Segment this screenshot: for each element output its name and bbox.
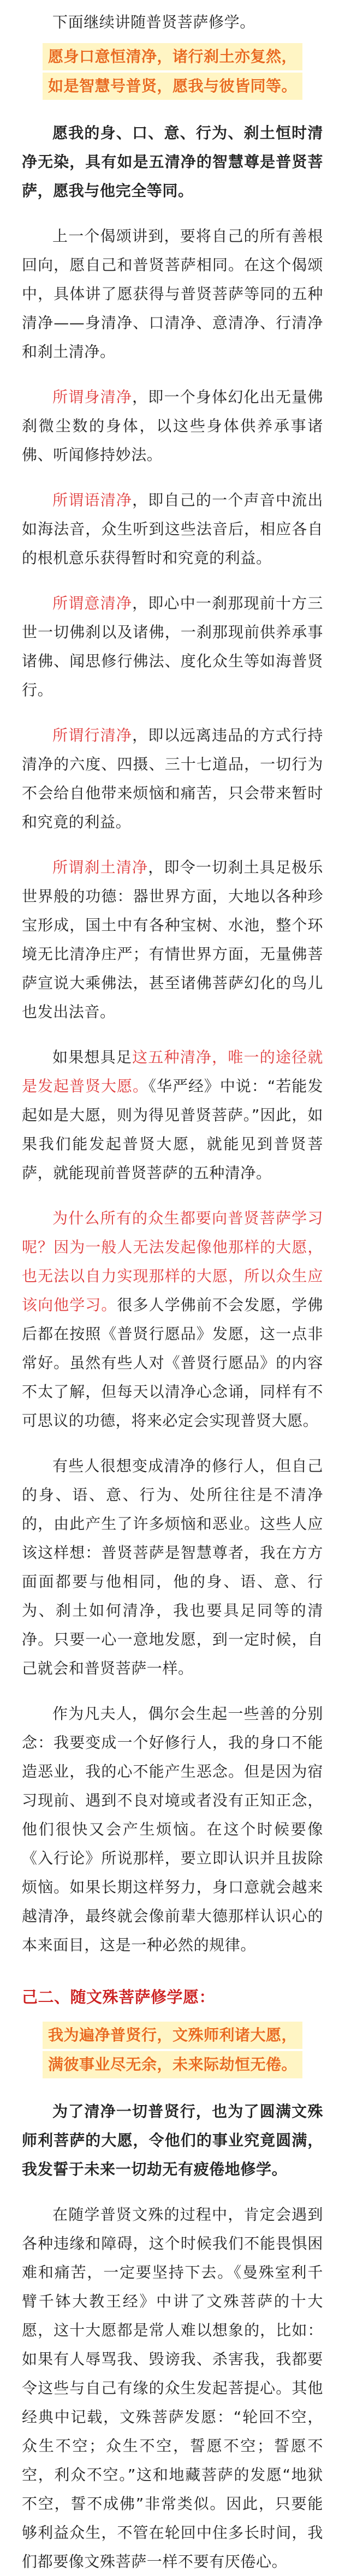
- verse-manjushri: [22, 2022, 323, 2081]
- verse-line-text: 满彼事业尽无余，未来际劫恒无倦。: [43, 2051, 302, 2078]
- highlight-term: 所谓意清净: [52, 594, 133, 612]
- highlight-sentence: 为什么所有的众生都要向普贤菩萨学习呢？因为一般人无法发起像他那样的大愿，也无法以自力实现那样的大愿，所以众生应该向他学习。: [22, 1209, 323, 1314]
- verse-explanation: 愿我的身、口、意、行为、刹土恒时清净无染，具有如是五清净的智慧尊是普贤菩萨，愿我与他完全等同。: [22, 124, 323, 200]
- paragraph-text: 如果想具足: [52, 1048, 133, 1066]
- verse-line-text: 我为遍净普贤行，文殊师利诸大愿，: [43, 2022, 302, 2049]
- verse-line: [22, 2022, 323, 2051]
- paragraph-text: ，即自己的一个声音中流出如海法音，众生听到这些法音后，相应各自的根机意乐获得暂时和究竟的利益。: [22, 491, 323, 567]
- highlight-sentence: 这五种清净，唯一的途径就是发起普贤大愿。: [22, 1048, 323, 1095]
- verse-line: [22, 73, 323, 102]
- body-paragraph: 上一个偈颂讲到，要将自己的所有善根回向，愿自己和普贤菩萨相同。在这个偈颂中，具体讲了愿获得与普贤菩萨等同的五种清净——身清净、口清净、意清净、行清净和刹土清净。: [22, 227, 323, 361]
- highlight-term: 所谓身清净: [52, 388, 133, 406]
- verse-line-text: 愿身口意恒清净，诸行刹土亦复然，: [43, 43, 302, 70]
- body-paragraph: [22, 486, 323, 572]
- verse-line-text: 如是智慧号普贤，愿我与彼皆同等。: [43, 73, 302, 100]
- body-paragraph: [22, 1043, 323, 1187]
- body-paragraph: 在随学普贤文殊的过程中，肯定会遇到各种违缘和障碍，这个时候我们不能畏惧困难和痛苦，一定要坚持下去。《曼殊室利千臂千钵大教王经》中讲了文殊菩萨的十大愿，这十大愿都是常人难以想象的，比如：如果有人辱骂我、毁谤我、杀害我，我都要令这些与自己有缘的众生发起菩提心。其他经典中记载，文殊菩萨发愿：“轮回不空，众生不空；众生不空，誓愿不空；誓愿不空，利众不空。”这和地藏菩萨的发愿“地狱不空，誓不成佛”非常类似。因此，只要能够利益众生，不管在轮回中住多长时间，我们都要像文殊菩萨一样不要有厌倦心。: [22, 2206, 323, 2571]
- paragraph-text: ，即一个身体幻化出无量佛刹微尘数的身体，以这些身体供养承事诸佛、听闻修持妙法。: [22, 388, 323, 464]
- highlight-term: 所谓行清净: [52, 726, 133, 744]
- verse-line: [22, 43, 323, 73]
- paragraph-text: ，即以远离违品的方式行持清净的六度、四摄、三十七道品，一切行为不会给自他带来烦恼和痛苦，只会带来暂时和究竟的利益。: [22, 726, 323, 831]
- highlight-term: 所谓刹土清净: [52, 858, 148, 876]
- intro-paragraph: 下面继续讲随普贤菩萨修学。: [52, 13, 255, 31]
- body-paragraph: [22, 382, 323, 469]
- verse-samantabhadra: [22, 43, 323, 102]
- paragraph-text: 很多人学佛前不会发愿，学佛后都在按照《普贤行愿品》发愿，这一点非常好。虽然有些人对《普贤行愿品》的内容不太了解，但每天以清净心念诵，同样有不可思议的功德，将来必定会实现普贤大愿。: [22, 1296, 323, 1430]
- paragraph-text: 《华严经》中说：“若能发起如是大愿，则为得见普贤菩萨。”因此，如果我们能发起普贤大愿，就能见到普贤菩萨，就能现前普贤菩萨的五种清净。: [22, 1077, 323, 1182]
- body-paragraph: [22, 721, 323, 836]
- verse-line: [22, 2051, 323, 2081]
- body-paragraph: 作为凡夫人，偶尔会生起一些善的分别念：我要变成一个好修行人，我的身口不能造恶业，我的心不能产生恶念。但是因为宿习现前、遇到不良对境或者没有正知正念，他们很快又会产生烦恼。在这个时候要像《入行论》所说那样，要立即认识并且拔除烦恼。如果长期这样努力，身口意就会越来越清净，最终就会像前辈大德那样认识心的本来面目，这是一种必然的规律。: [22, 1705, 323, 1954]
- paragraph-text: ，即令一切刹土具足极乐世界般的功德：器世界方面，大地以各种珍宝形成，国土中有各种宝树、水池，整个环境无比清净庄严；有情世界方面，无量佛菩萨宣说大乘佛法，甚至诸佛菩萨幻化的鸟儿也发出法音。: [22, 858, 323, 1021]
- section-heading: 己二、随文殊菩萨修学愿：: [22, 1988, 216, 2006]
- body-paragraph: 有些人很想变成清净的修行人，但自己的身、语、意、行为、处所往往是不清净的，由此产生了许多烦恼和恶业。这些人应该这样想：普贤菩萨是智慧尊者，我在方方面面都要与他相同，他的身、语、意、行为、刹土如何清净，我也要具足同等的清净。只要一心一意地发愿，到一定时候，自己就会和普贤菩萨一样。: [22, 1457, 323, 1677]
- verse-explanation: 为了清净一切普贤行，也为了圆满文殊师利菩萨的大愿，令他们的事业究竟圆满，我发誓于未来一切劫无有疲倦地修学。: [22, 2102, 323, 2178]
- paragraph-text: ，即心中一刹那现前十方三世一切佛刹以及诸佛，一刹那现前供养承事诸佛、闻思修行佛法、度化众生等如海普贤行。: [22, 594, 323, 699]
- body-paragraph: [22, 1204, 323, 1435]
- body-paragraph: [22, 853, 323, 1026]
- highlight-term: 所谓语清净: [52, 491, 133, 509]
- body-paragraph: [22, 589, 323, 704]
